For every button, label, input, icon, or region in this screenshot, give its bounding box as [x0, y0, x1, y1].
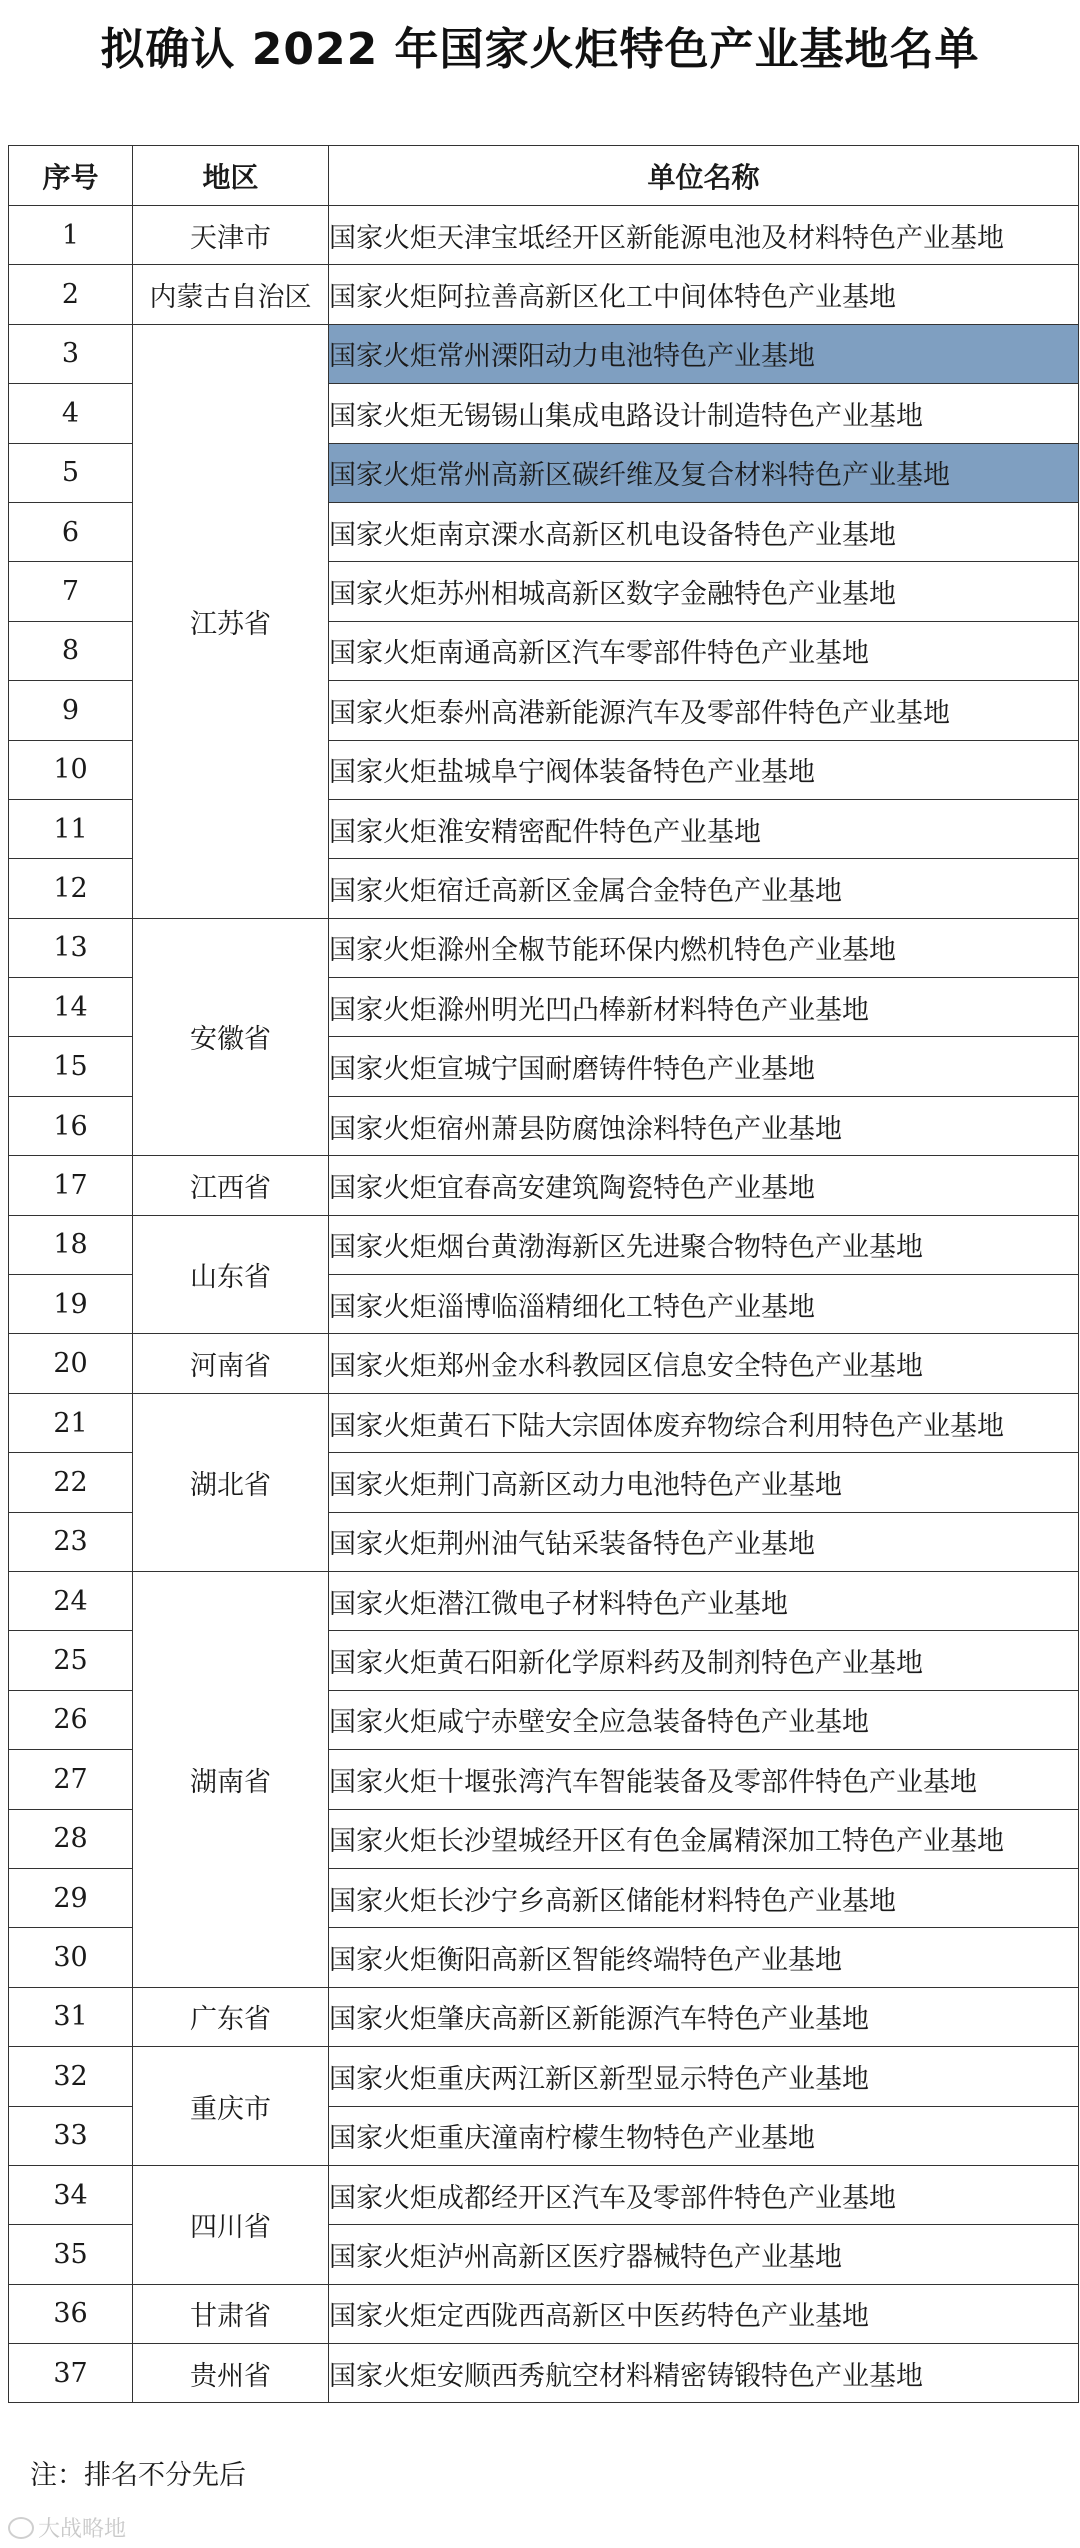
- row-unit-name: 国家火炬黄石阳新化学原料药及制剂特色产业基地: [329, 1631, 1079, 1690]
- row-unit-name: 国家火炬淮安精密配件特色产业基地: [329, 799, 1079, 858]
- row-region: 贵州省: [133, 2344, 329, 2403]
- row-unit-name: 国家火炬宣城宁国耐磨铸件特色产业基地: [329, 1037, 1079, 1096]
- table-row: [9, 1393, 1079, 1452]
- row-unit-name: 国家火炬苏州相城高新区数字金融特色产业基地: [329, 562, 1079, 621]
- row-index: 31: [9, 1987, 133, 2046]
- row-index: 30: [9, 1928, 133, 1987]
- row-index: 5: [9, 443, 133, 502]
- row-unit-name: 国家火炬潜江微电子材料特色产业基地: [329, 1571, 1079, 1630]
- row-region: 山东省: [133, 1215, 329, 1334]
- row-unit-name: 国家火炬安顺西秀航空材料精密铸锻特色产业基地: [329, 2344, 1079, 2403]
- row-index: 35: [9, 2225, 133, 2284]
- row-unit-name: 国家火炬黄石下陆大宗固体废弃物综合利用特色产业基地: [329, 1393, 1079, 1452]
- row-index: 26: [9, 1690, 133, 1749]
- table-row: [9, 2047, 1079, 2106]
- row-index: 18: [9, 1215, 133, 1274]
- row-index: 37: [9, 2344, 133, 2403]
- row-index: 20: [9, 1334, 133, 1393]
- row-index: 23: [9, 1512, 133, 1571]
- row-region: 河南省: [133, 1334, 329, 1393]
- watermark: [8, 2512, 126, 2543]
- row-index: 32: [9, 2047, 133, 2106]
- base-list-table: [8, 145, 1079, 2403]
- table-row: [9, 1571, 1079, 1630]
- row-unit-name-highlighted: 国家火炬常州高新区碳纤维及复合材料特色产业基地: [329, 443, 1079, 502]
- row-index: 24: [9, 1571, 133, 1630]
- table-row: [9, 1987, 1079, 2046]
- row-unit-name: 国家火炬南通高新区汽车零部件特色产业基地: [329, 621, 1079, 680]
- table-row: [9, 2344, 1079, 2403]
- row-unit-name: 国家火炬淄博临淄精细化工特色产业基地: [329, 1275, 1079, 1334]
- row-index: 28: [9, 1809, 133, 1868]
- row-region: 安徽省: [133, 918, 329, 1156]
- row-unit-name: 国家火炬成都经开区汽车及零部件特色产业基地: [329, 2165, 1079, 2224]
- row-unit-name-highlighted: 国家火炬常州溧阳动力电池特色产业基地: [329, 324, 1079, 383]
- row-region: 江西省: [133, 1156, 329, 1215]
- row-unit-name: 国家火炬宜春高安建筑陶瓷特色产业基地: [329, 1156, 1079, 1215]
- row-index: 34: [9, 2165, 133, 2224]
- row-unit-name: 国家火炬天津宝坻经开区新能源电池及材料特色产业基地: [329, 206, 1079, 265]
- table-row: [9, 1156, 1079, 1215]
- row-unit-name: 国家火炬重庆潼南柠檬生物特色产业基地: [329, 2106, 1079, 2165]
- row-region: 内蒙古自治区: [133, 265, 329, 324]
- watermark-logo-icon: [8, 2517, 34, 2539]
- row-unit-name: 国家火炬无锡锡山集成电路设计制造特色产业基地: [329, 384, 1079, 443]
- row-index: 15: [9, 1037, 133, 1096]
- row-unit-name: 国家火炬肇庆高新区新能源汽车特色产业基地: [329, 1987, 1079, 2046]
- row-unit-name: 国家火炬滁州明光凹凸棒新材料特色产业基地: [329, 978, 1079, 1037]
- table-row: [9, 1215, 1079, 1274]
- row-index: 7: [9, 562, 133, 621]
- watermark-text: 大战略地: [38, 2517, 127, 2542]
- row-region: 重庆市: [133, 2047, 329, 2166]
- header-region: 地区: [133, 146, 329, 206]
- row-region: 天津市: [133, 206, 329, 265]
- row-index: 29: [9, 1868, 133, 1927]
- row-index: 8: [9, 621, 133, 680]
- row-index: 11: [9, 799, 133, 858]
- table-row: [9, 2284, 1079, 2343]
- row-index: 36: [9, 2284, 133, 2343]
- row-index: 6: [9, 502, 133, 561]
- row-index: 22: [9, 1453, 133, 1512]
- row-index: 3: [9, 324, 133, 383]
- row-unit-name: 国家火炬烟台黄渤海新区先进聚合物特色产业基地: [329, 1215, 1079, 1274]
- table-row: [9, 918, 1079, 977]
- table-row: [9, 265, 1079, 324]
- row-region: 湖北省: [133, 1393, 329, 1571]
- table-row: [9, 206, 1079, 265]
- table-row: [9, 324, 1079, 383]
- row-region: 甘肃省: [133, 2284, 329, 2343]
- header-unit-name: 单位名称: [329, 146, 1079, 206]
- row-unit-name: 国家火炬泰州高港新能源汽车及零部件特色产业基地: [329, 681, 1079, 740]
- row-index: 19: [9, 1275, 133, 1334]
- header-index: 序号: [9, 146, 133, 206]
- table-body: [9, 206, 1079, 2403]
- row-unit-name: 国家火炬盐城阜宁阀体装备特色产业基地: [329, 740, 1079, 799]
- row-unit-name: 国家火炬宿州萧县防腐蚀涂料特色产业基地: [329, 1096, 1079, 1155]
- row-unit-name: 国家火炬衡阳高新区智能终端特色产业基地: [329, 1928, 1079, 1987]
- row-unit-name: 国家火炬咸宁赤壁安全应急装备特色产业基地: [329, 1690, 1079, 1749]
- row-unit-name: 国家火炬南京溧水高新区机电设备特色产业基地: [329, 502, 1079, 561]
- row-unit-name: 国家火炬重庆两江新区新型显示特色产业基地: [329, 2047, 1079, 2106]
- row-index: 21: [9, 1393, 133, 1452]
- row-unit-name: 国家火炬宿迁高新区金属合金特色产业基地: [329, 859, 1079, 918]
- row-index: 16: [9, 1096, 133, 1155]
- table-header-row: [9, 146, 1079, 206]
- row-unit-name: 国家火炬泸州高新区医疗器械特色产业基地: [329, 2225, 1079, 2284]
- row-region: 湖南省: [133, 1571, 329, 1987]
- row-index: 2: [9, 265, 133, 324]
- row-unit-name: 国家火炬荆门高新区动力电池特色产业基地: [329, 1453, 1079, 1512]
- row-unit-name: 国家火炬郑州金水科教园区信息安全特色产业基地: [329, 1334, 1079, 1393]
- table-row: [9, 1334, 1079, 1393]
- row-region: 江苏省: [133, 324, 329, 918]
- table-row: [9, 2165, 1079, 2224]
- row-index: 9: [9, 681, 133, 740]
- row-region: 广东省: [133, 1987, 329, 2046]
- row-unit-name: 国家火炬长沙望城经开区有色金属精深加工特色产业基地: [329, 1809, 1079, 1868]
- row-index: 17: [9, 1156, 133, 1215]
- row-index: 27: [9, 1750, 133, 1809]
- row-index: 14: [9, 978, 133, 1037]
- row-index: 10: [9, 740, 133, 799]
- footnote: 注：排名不分先后: [30, 2460, 246, 2491]
- row-unit-name: 国家火炬定西陇西高新区中医药特色产业基地: [329, 2284, 1079, 2343]
- row-index: 33: [9, 2106, 133, 2165]
- row-region: 四川省: [133, 2165, 329, 2284]
- row-index: 25: [9, 1631, 133, 1690]
- row-index: 12: [9, 859, 133, 918]
- row-unit-name: 国家火炬十堰张湾汽车智能装备及零部件特色产业基地: [329, 1750, 1079, 1809]
- row-index: 4: [9, 384, 133, 443]
- page-title: 拟确认 2022 年国家火炬特色产业基地名单: [100, 24, 980, 75]
- row-unit-name: 国家火炬阿拉善高新区化工中间体特色产业基地: [329, 265, 1079, 324]
- row-unit-name: 国家火炬荆州油气钻采装备特色产业基地: [329, 1512, 1079, 1571]
- row-index: 13: [9, 918, 133, 977]
- row-unit-name: 国家火炬滁州全椒节能环保内燃机特色产业基地: [329, 918, 1079, 977]
- row-index: 1: [9, 206, 133, 265]
- row-unit-name: 国家火炬长沙宁乡高新区储能材料特色产业基地: [329, 1868, 1079, 1927]
